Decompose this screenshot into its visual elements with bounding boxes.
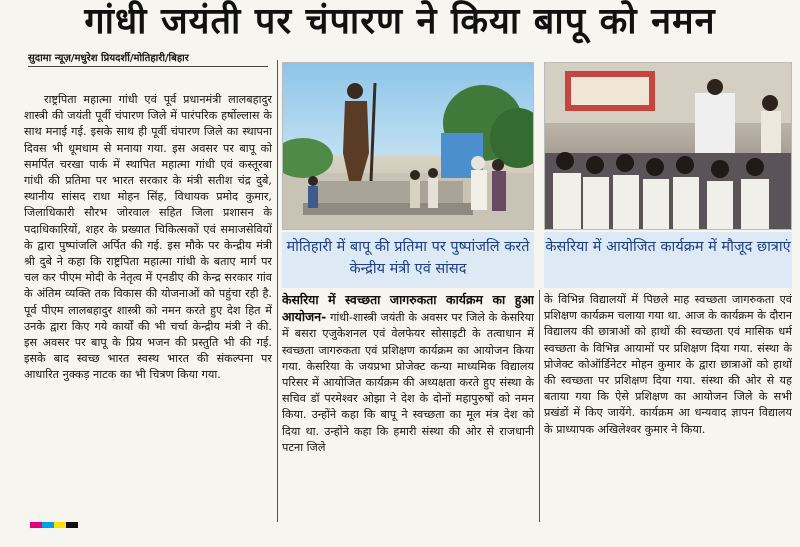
article-second-column-a bbox=[282, 292, 534, 524]
photo-kesariya-students bbox=[544, 62, 792, 230]
photo-gandhi-statue-tribute bbox=[282, 62, 534, 230]
column-divider-1 bbox=[277, 60, 278, 522]
byline: सुदामा न्यूज़/मधुरेश प्रियदर्शी/मोतिहारी/बिहार bbox=[28, 50, 268, 67]
photo2-caption: केसरिया में आयोजित कार्यक्रम में मौजूद छात्राएं bbox=[544, 232, 792, 288]
photo1-caption: मोतिहारी में बापू की प्रतिमा पर पुष्पांजलि करते केन्द्रीय मंत्री एवं सांसद bbox=[282, 232, 534, 288]
article-second-column-b bbox=[544, 292, 792, 524]
article-main-column bbox=[24, 92, 272, 520]
print-registration-marks bbox=[30, 522, 78, 528]
article-second-text-a: गांधी-शास्त्री जयंती के अवसर पर जिले के केसरिया में बसरा एजुकेशनल एवं वेलफेयर सोसाइटी के तत्वाधान में स्वच्छता जागरुकता एवं प्रशिक्षण कार्यक्रम का आयोजन किया गया. केसरिया के जयप्रभा प्रोजेक्ट कन्या माध्यमिक विद्यालय परिसर में आयोजित कार्यक्रम की अध्यक्षता करते हुए संस्था के सचिव डॉ परमेश्वर ओझा ने देश के दोनों महापुरुषों को नमन किया. उन्होंने कहा कि बापू ने स्वच्छता का मूल मंत्र देश को दिया था. उन्होंने कहा कि हमारी संस्था की ओर से राजधानी पटना जिले bbox=[282, 311, 534, 454]
statue-photo-illustration bbox=[283, 63, 534, 230]
article-main-text: राष्ट्रपिता महात्मा गांधी एवं पूर्व प्रधानमंत्री लालबहादुर शास्त्री की जयंती पूर्वी चंपारण जिले में पारंपरिक हर्षोल्लास के साथ मनाई गई. इसके साथ ही पूर्वी चंपारण जिले का स्थापना दिवस भी धूमधाम से मनाया गया. इस अवसर पर बापू को समर्पित चरखा पार्क में स्थापित महात्मा गांधी एवं कस्तूरबा गांधी की प्रतिमा पर भारत सरकार के मंत्री सतीश चंद्र दुबे, स्थानीय सांसद राधा मोहन सिंह, विधायक प्रमोद कुमार, जिलाधिकारी सौरभ जोरवाल सहित जिला प्रशासन के पदाधिकारियों, शहर के प्रख्यात चिकित्सकों एवं समाजसेवियों के द्वारा पुष्पांजलि अर्पित की गई. इस मौके पर केन्द्रीय मंत्री श्री दुबे ने कहा कि राष्ट्रपिता महात्मा गांधी के बताए मार्ग पर चल कर पीएम मोदी के नेतृत्व में एनडीए की केन्द्र सरकार गांव के अंतिम व्यक्ति तक विकास की योजनाओं को पहुंचा रही है. पूर्व पीएम लालबहादुर शास्त्री को नमन करते हुए देश हित में उनके द्वारा किए गये कार्यों की भी चर्चा केन्द्रीय मंत्री ने की. इस अवसर पर बापू के प्रिय भजन की प्रस्तुति भी की गई. इसके बाद स्वच्छ भारत स्वस्थ भारत की संकल्पना पर आधारित नुक्कड़ नाटक का भी चित्रण किया गया. bbox=[24, 93, 272, 382]
article-second-text-b: के विभिन्न विद्यालयों में पिछले माह स्वच्छता जागरुकता एवं प्रशिक्षण कार्यक्रम चलाया गया था. आज के कार्यक्रम के दौरान विद्यालय की छात्राओं को हाथों की स्वच्छता एवं मासिक धर्म स्वच्छता के विभिन्न आयामों पर प्रशिक्षण दिया गया. संस्था के प्रोजेक्ट कोऑर्डिनेटर मोहन कुमार के द्वारा छात्राओं को हाथों की स्वच्छता पर प्रशिक्षण दिया गया. संस्था की ओर से यह बताया गया कि ऐसे प्रशिक्षण का आयोजन जिले के सभी प्रखंडों में किए जायेंगे. कार्यक्रम आ धन्यवाद ज्ञापन विद्यालय के प्राध्यापक अखिलेश्वर कुमार ने किया. bbox=[544, 293, 792, 436]
students-photo-illustration bbox=[545, 63, 792, 230]
headline: गांधी जयंती पर चंपारण ने किया बापू को नमन bbox=[84, 1, 716, 42]
article-second-subhead: केसरिया में स्वच्छता जागरुकता कार्यक्रम का हुआ आयोजन- bbox=[282, 292, 534, 325]
column-divider-2 bbox=[539, 290, 540, 522]
